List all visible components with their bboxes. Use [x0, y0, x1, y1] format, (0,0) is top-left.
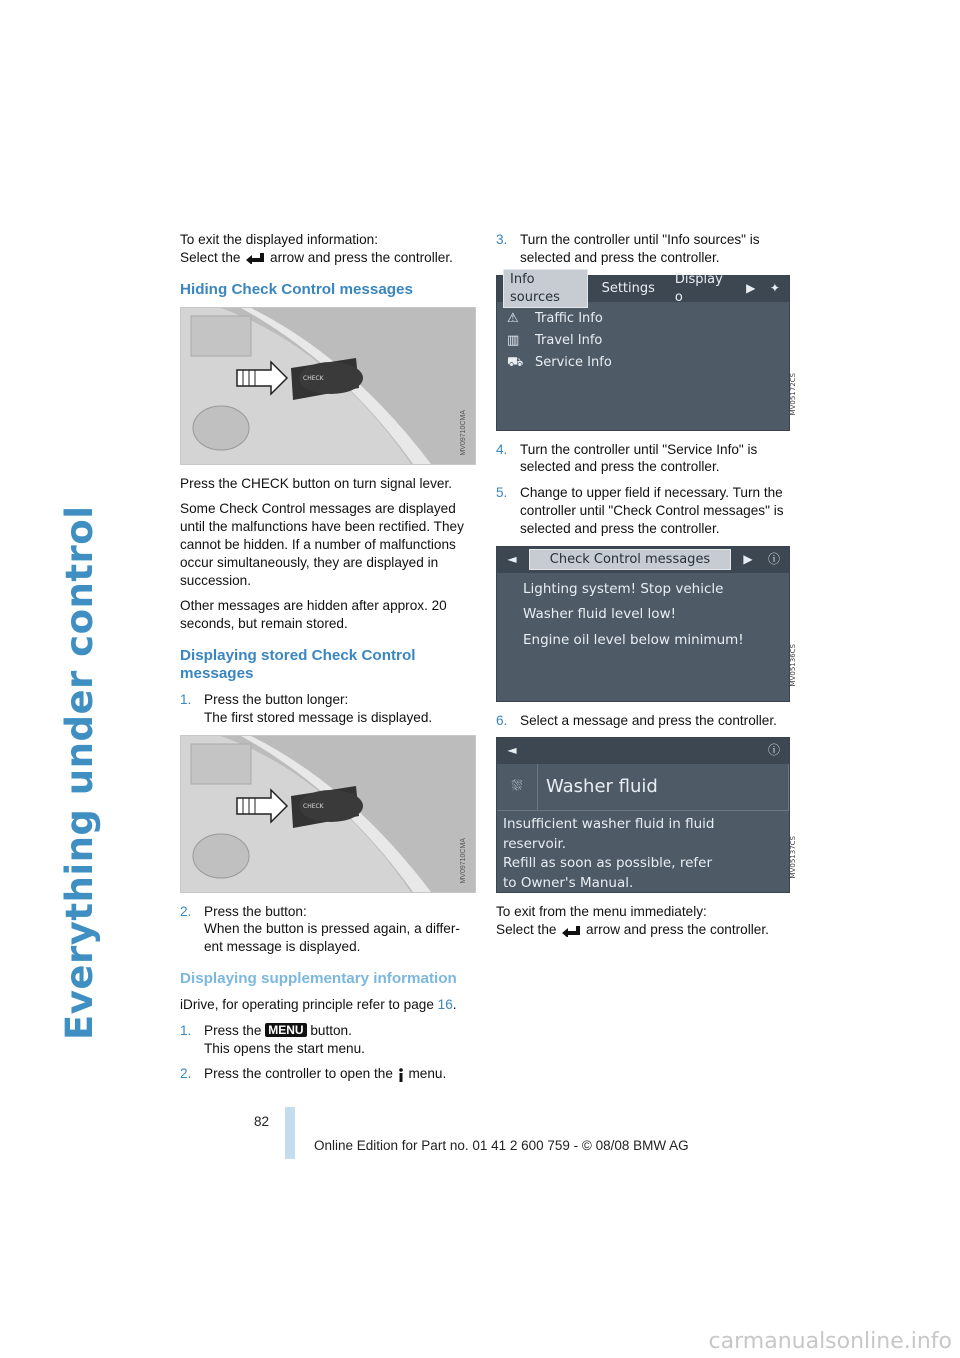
- screen-code: MV05137CS: [789, 835, 798, 879]
- heading-stored: Displaying stored Check Control messages: [180, 646, 416, 682]
- intro-select: Select the: [180, 249, 241, 265]
- edition-text: Online Edition for Part no. 01 41 2 600 759 - © 08/08 BMW AG: [314, 1138, 689, 1153]
- step-pre: Press the controller to open the: [204, 1066, 393, 1082]
- turn-signal-lever-photo: [180, 307, 476, 465]
- other-messages-text: Other messages are hidden after approx. 20 seconds, but remain stored.: [180, 598, 447, 632]
- some-messages-text: Some Check Control messages are displayed until the malfunctions have been rectified. They cannot be hidden. If a number of malfunctions occur simultaneously, they are displayed in succession.: [180, 501, 464, 588]
- menu-key-icon: MENU: [265, 1023, 306, 1037]
- info-sources-screen: [496, 271, 798, 431]
- info-icon: ⓘ: [767, 743, 780, 758]
- turn-signal-lever-photo-2: [180, 735, 476, 893]
- menu-item-label: Travel Info: [535, 332, 603, 348]
- message-item[interactable]: Washer fluid level low!: [523, 606, 677, 623]
- watermark: carmanualsonline.info: [708, 1329, 952, 1354]
- body-line: to Owner's Manual.: [503, 874, 634, 891]
- step-number: 2.: [180, 903, 192, 919]
- press-check-text: Press the CHECK button on turn signal lever.: [180, 475, 453, 491]
- message-body: [497, 811, 789, 899]
- step-5: [496, 484, 792, 537]
- heading-supplementary: Displaying supplementary information: [180, 969, 457, 987]
- idrive-text: iDrive, for operating principle refer to page: [180, 996, 434, 1012]
- period: .: [452, 996, 457, 1012]
- supp-step-1: [180, 1022, 476, 1058]
- tab-info-sources[interactable]: Info sources: [503, 269, 588, 309]
- step-number: 3.: [496, 232, 508, 247]
- tab-bar: [497, 547, 789, 573]
- page-link[interactable]: 16: [437, 996, 453, 1012]
- car-service-icon: ⛟: [507, 354, 524, 370]
- step-text: [204, 1065, 476, 1083]
- message-title: Washer fluid: [538, 764, 789, 810]
- step-text: Change to upper field if necessary. Turn the controller until "Check Control messages" is selected and press the controller.: [520, 485, 784, 536]
- exit-select: Select the: [496, 922, 557, 938]
- tab-bar: [497, 271, 789, 305]
- step-6: [496, 712, 792, 730]
- step-post: button.: [310, 1022, 352, 1038]
- step-number: 5.: [496, 485, 508, 501]
- photo-code: MV09710CMA: [460, 838, 468, 884]
- idrive-reference: [180, 996, 476, 1014]
- step-line2: When the button is pressed again, a differ-ent message is displayed.: [204, 921, 460, 955]
- next-arrow-icon[interactable]: ▶: [743, 551, 753, 566]
- step-text: Select a message and press the controller.: [520, 712, 777, 728]
- body-line: Refill as soon as possible, refer: [503, 855, 712, 872]
- step-text: [204, 691, 476, 727]
- travel-icon: ▥: [507, 332, 520, 348]
- washer-fluid-icon: ⛆: [497, 764, 538, 810]
- tab-check-control[interactable]: Check Control messages: [529, 549, 731, 571]
- step-text: [204, 1022, 476, 1058]
- left-column: [180, 231, 476, 1091]
- back-arrow-icon: [244, 252, 266, 264]
- step-pre: Press the: [204, 1022, 262, 1038]
- check-control-screen: [496, 546, 798, 702]
- step-number: 6.: [496, 712, 508, 728]
- exit-tail: arrow and press the controller.: [586, 922, 769, 938]
- stored-step-2: [180, 903, 476, 956]
- step-number: 2.: [180, 1066, 192, 1082]
- back-arrow-icon[interactable]: ◄: [507, 743, 517, 758]
- body-line: reservoir.: [503, 835, 567, 852]
- menu-item-label: Service Info: [535, 354, 612, 370]
- step-4: [496, 441, 792, 477]
- footer-bar: [285, 1107, 295, 1159]
- step-text: Turn the controller until "Service Info" is selected and press the controller.: [520, 441, 758, 475]
- step-3: [496, 231, 792, 267]
- washer-fluid-screen: [496, 737, 798, 893]
- step-line1: Press the button:: [204, 903, 307, 919]
- step-number: 4.: [496, 441, 508, 457]
- page-number: 82: [254, 1114, 270, 1129]
- photo-code: MV09710CMA: [460, 410, 468, 456]
- info-icon: ⓘ: [767, 551, 780, 566]
- tab-settings[interactable]: Settings: [601, 280, 655, 296]
- heading-hiding: Hiding Check Control messages: [180, 280, 413, 298]
- right-column: [496, 231, 798, 947]
- menu-item-traffic[interactable]: [497, 308, 789, 330]
- back-arrow-icon[interactable]: ◄: [507, 551, 517, 566]
- screen-code: MV05136CS: [789, 644, 798, 687]
- step-line2: This opens the start menu.: [204, 1040, 365, 1056]
- svg-text:CHECK: CHECK: [303, 374, 324, 382]
- tab-display[interactable]: Display o: [674, 271, 723, 305]
- menu-item-travel[interactable]: [497, 330, 789, 352]
- message-item[interactable]: Lighting system! Stop vehicle: [523, 580, 724, 597]
- controller-icon: ✦: [769, 280, 780, 295]
- exit-text: [496, 903, 792, 939]
- traffic-icon: ⚠: [507, 310, 519, 326]
- back-arrow-icon: [560, 925, 582, 937]
- step-line2: The first stored message is displayed.: [204, 709, 433, 725]
- step-number: 1.: [180, 691, 192, 707]
- menu-item-label: Traffic Info: [535, 310, 603, 326]
- side-section-title: Everything under control: [58, 505, 101, 1040]
- stored-step-1: [180, 691, 476, 727]
- tab-bar: [497, 738, 789, 764]
- menu-item-service[interactable]: [497, 352, 789, 374]
- intro-tail: arrow and press the controller.: [270, 249, 453, 265]
- step-post: menu.: [408, 1066, 447, 1082]
- info-icon: [397, 1068, 405, 1082]
- message-title-row: [497, 764, 789, 811]
- step-text: Turn the controller until "Info sources" is selected and press the controller.: [520, 232, 760, 265]
- exit-line1: To exit from the menu immediately:: [496, 904, 707, 920]
- intro-text: [180, 231, 476, 267]
- supp-step-2: [180, 1065, 476, 1083]
- screen-code: MV05172CS: [789, 373, 798, 416]
- next-arrow-icon[interactable]: ▶: [746, 280, 756, 295]
- svg-text:CHECK: CHECK: [303, 802, 324, 810]
- body-line: Insufficient washer fluid in fluid: [503, 816, 715, 833]
- step-line1: Press the button longer:: [204, 691, 349, 707]
- step-text: [204, 903, 476, 956]
- message-item[interactable]: Engine oil level below minimum!: [523, 632, 744, 649]
- intro-line1: To exit the displayed information:: [180, 232, 378, 247]
- step-number: 1.: [180, 1022, 192, 1038]
